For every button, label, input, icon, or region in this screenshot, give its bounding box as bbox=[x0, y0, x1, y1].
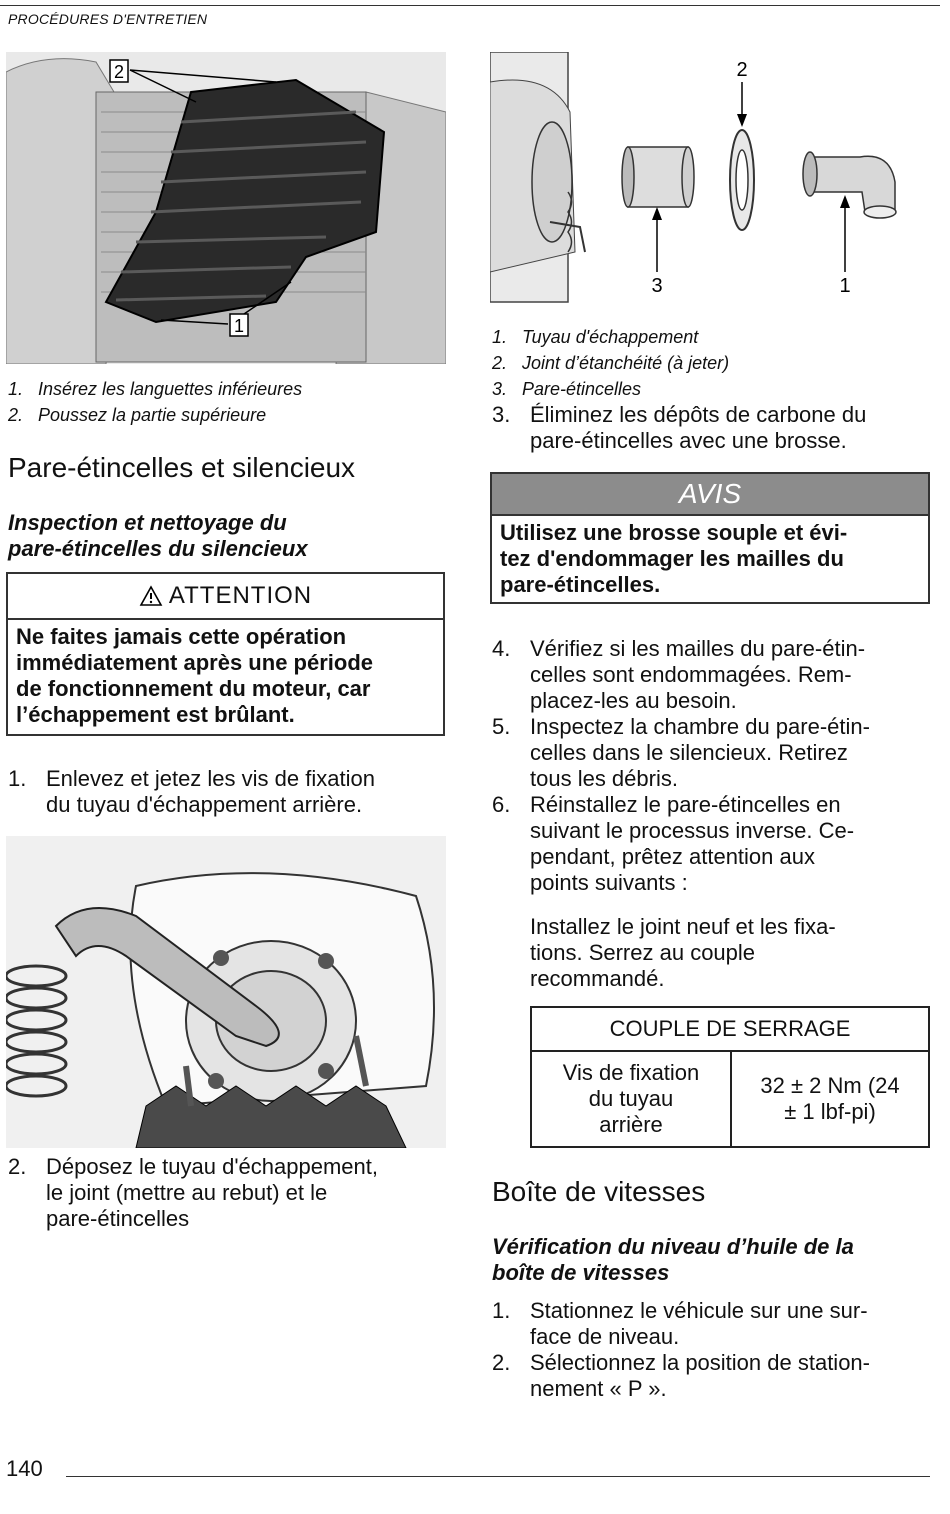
attention-header bbox=[8, 574, 443, 620]
page-number: 140 bbox=[6, 1456, 43, 1481]
callout-1-label: 1 bbox=[839, 275, 851, 297]
fig2-caption-3: 3. Pare-étincelles bbox=[492, 379, 642, 399]
torque-value-cell: 32 ± 2 Nm (24 ± 1 lbf-pi) bbox=[731, 1051, 929, 1147]
avis-box bbox=[490, 472, 930, 604]
callout-2-label: 2 bbox=[736, 59, 748, 81]
figure-spark-arrester-grid bbox=[6, 52, 446, 364]
fig2-caption-2: 2. Joint d’étanchéité (à jeter) bbox=[492, 353, 730, 373]
subsection-title-oil-level: Vérification du niveau d’huile de la boîte de vitesses bbox=[492, 1234, 854, 1285]
attention-label: ATTENTION bbox=[168, 582, 313, 609]
footer-rule bbox=[66, 1476, 930, 1477]
exploded-illustration bbox=[490, 52, 930, 312]
torque-table-header: COUPLE DE SERRAGE bbox=[531, 1007, 929, 1051]
attention-box bbox=[6, 572, 445, 736]
avis-label: AVIS bbox=[678, 478, 742, 509]
install-note: Installez le joint neuf et les fixa- tions. Serrez au couple recommandé. bbox=[530, 914, 836, 991]
callout-2-label: 2 bbox=[113, 62, 125, 82]
torque-table bbox=[530, 1006, 930, 1148]
header-rule bbox=[0, 5, 940, 6]
section-title-gearbox: Boîte de vitesses bbox=[492, 1176, 706, 1207]
grid-illustration bbox=[6, 52, 446, 364]
fig1-caption-1: 1. Insérez les languettes inférieures bbox=[8, 379, 303, 399]
exhaust-illustration bbox=[6, 836, 446, 1148]
avis-text: Utilisez une brosse souple et évi- tez d'endommager les mailles du pare-étincelles. bbox=[500, 520, 848, 597]
attention-text: Ne faites jamais cette opération immédiatement après une période de fonctionnement du moteur, car l’échappement est brûlant. bbox=[16, 624, 373, 727]
section-title-spark-arrester: Pare-étincelles et silencieux bbox=[8, 452, 356, 483]
torque-part-cell: Vis de fixation du tuyau arrière bbox=[531, 1051, 731, 1147]
callout-3-label: 3 bbox=[651, 275, 663, 297]
section-header: PROCÉDURES D'ENTRETIEN bbox=[8, 11, 208, 27]
warning-triangle-icon bbox=[139, 585, 163, 607]
callout-1-label: 1 bbox=[233, 316, 245, 336]
avis-header bbox=[492, 474, 928, 516]
fig2-caption-1: 1. Tuyau d'échappement bbox=[492, 327, 699, 347]
subsection-title-inspection: Inspection et nettoyage du pare-étincelles du silencieux bbox=[8, 510, 308, 561]
figure-exploded-parts bbox=[490, 52, 930, 312]
fig1-caption-2: 2. Poussez la partie supérieure bbox=[8, 405, 267, 425]
figure-exhaust-pipe bbox=[6, 836, 446, 1148]
